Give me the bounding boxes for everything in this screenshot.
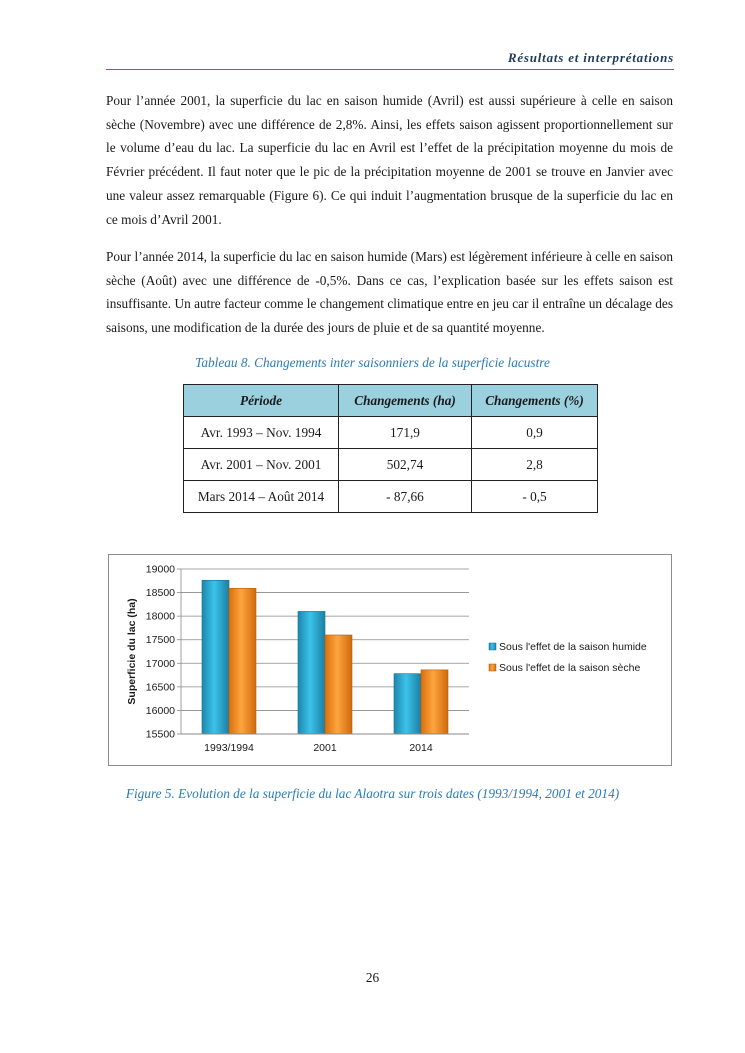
- table-header-row: [184, 385, 598, 417]
- table-row: [184, 417, 598, 449]
- legend-label-0: Sous l'effet de la saison humide: [499, 641, 647, 653]
- cell-changements-pct: 2,8: [472, 449, 598, 481]
- y-tick-label: 17500: [145, 634, 175, 647]
- y-tick-label: 15500: [145, 728, 175, 741]
- cell-changements-ha: 171,9: [339, 417, 472, 449]
- bar-2001-series-0: [298, 611, 325, 734]
- bar-2014-series-0: [394, 674, 421, 734]
- legend-swatch-1: [489, 664, 496, 671]
- y-tick-label: 16500: [145, 681, 175, 694]
- x-tick-label: 2001: [313, 742, 337, 754]
- paragraph-2001: Pour l’année 2001, la superficie du lac en saison humide (Avril) est aussi supérieure à celle en saison sèche (Novembre) avec une différence de 2,8%. Ainsi, les effets saison agissent proportionnellement sur le volume d’eau du lac. La superficie du lac en Avril est l’effet de la précipitation moyenne du mois de Février précédent. Il faut noter que le pic de la précipitation moyenne de 2001 se trouve en Janvier avec une valeur assez remarquable (Figure 6). Ce qui induit l’augmentation brusque de la superficie du lac en ce mois d’Avril 2001.: [106, 93, 673, 227]
- table-row: [184, 449, 598, 481]
- page-number: 26: [365, 970, 380, 985]
- running-header: Résultats et interprétations: [507, 50, 674, 65]
- table-row: [184, 481, 598, 513]
- paragraph-2014: Pour l’année 2014, la superficie du lac en saison humide (Mars) est légèrement inférieure à celle en saison sèche (Août) avec une différence de -0,5%. Dans ce cas, l’explication basée sur les effets saison est insuffisante. Un autre facteur comme le changement climatique entre en jeu car il entraîne un décalage des saisons, une modification de la durée des jours de pluie et de sa quantité moyenne.: [106, 249, 673, 336]
- y-tick-label: 18500: [145, 587, 175, 600]
- legend-swatch-0: [489, 643, 496, 650]
- cell-periode: Avr. 2001 – Nov. 2001: [184, 449, 339, 481]
- changes-table: [183, 384, 598, 513]
- x-tick-label: 1993/1994: [204, 742, 254, 754]
- header-rule: [106, 69, 674, 70]
- y-tick-label: 17000: [145, 657, 175, 670]
- table-caption: Tableau 8. Changements inter saisonniers de la superficie lacustre: [195, 355, 550, 370]
- cell-changements-ha: - 87,66: [339, 481, 472, 513]
- y-tick-label: 16000: [145, 704, 175, 717]
- cell-periode: Mars 2014 – Août 2014: [184, 481, 339, 513]
- bar-2014-series-1: [421, 670, 448, 734]
- lake-area-chart: [108, 554, 672, 766]
- bar-1993-1994-series-1: [229, 588, 256, 734]
- bar-2001-series-1: [325, 635, 352, 734]
- y-tick-label: 19000: [145, 563, 175, 576]
- y-axis-title: Superficie du lac (ha): [126, 598, 138, 705]
- bar-1993-1994-series-0: [202, 580, 229, 734]
- header-changements-pct: Changements (%): [472, 385, 598, 417]
- chart-svg: [109, 555, 671, 765]
- cell-changements-ha: 502,74: [339, 449, 472, 481]
- cell-changements-pct: - 0,5: [472, 481, 598, 513]
- y-tick-label: 18000: [145, 610, 175, 623]
- figure-caption: Figure 5. Evolution de la superficie du lac Alaotra sur trois dates (1993/1994, 2001 et 2014): [125, 786, 620, 801]
- header-periode: Période: [184, 385, 339, 417]
- cell-periode: Avr. 1993 – Nov. 1994: [184, 417, 339, 449]
- x-tick-label: 2014: [409, 742, 433, 754]
- legend-label-1: Sous l'effet de la saison sèche: [499, 662, 641, 674]
- header-changements-ha: Changements (ha): [339, 385, 472, 417]
- cell-changements-pct: 0,9: [472, 417, 598, 449]
